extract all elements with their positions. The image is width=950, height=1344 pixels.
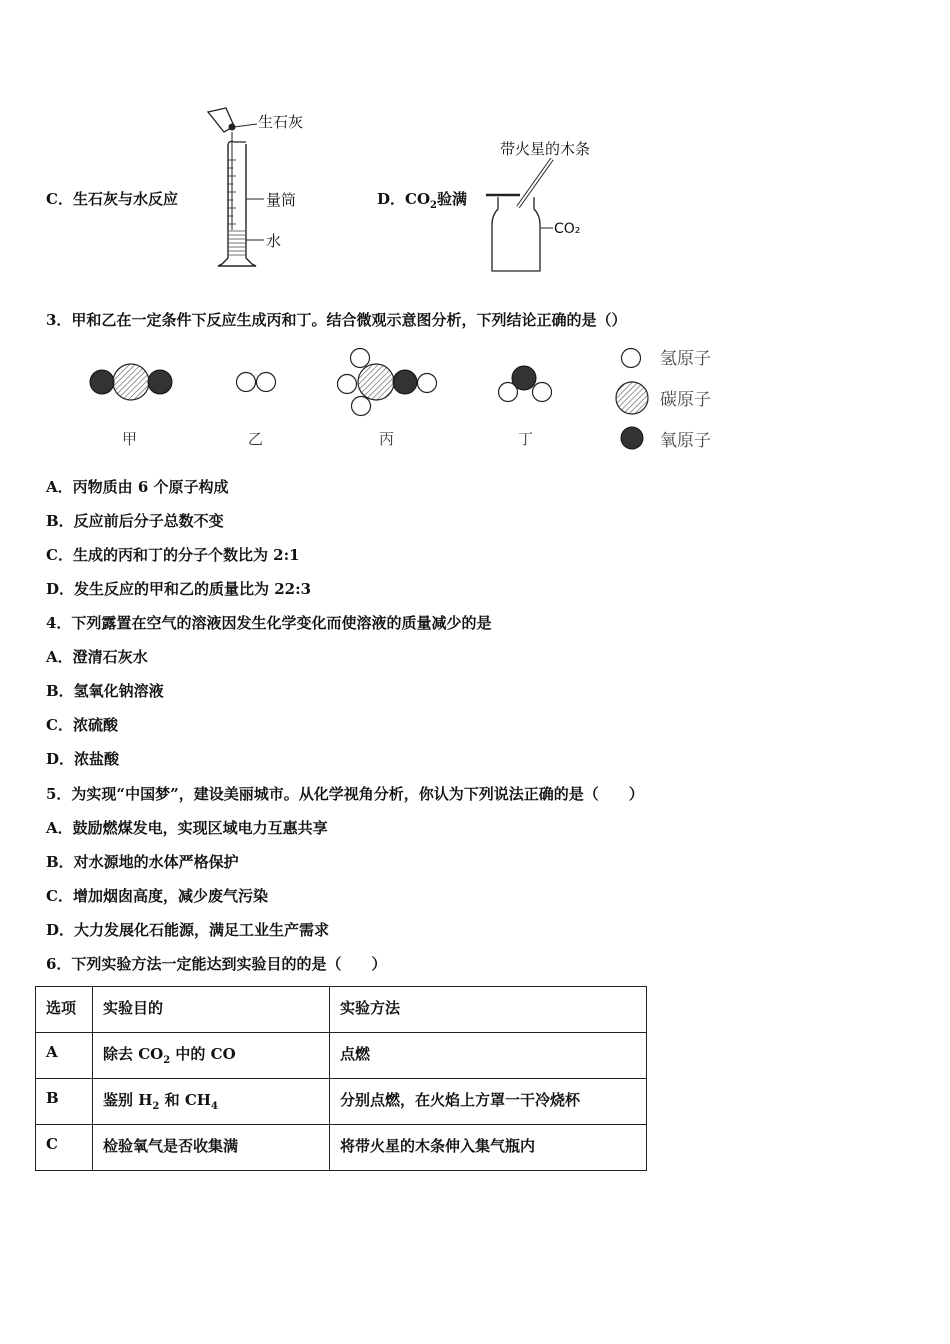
- legend: [616, 349, 711, 452]
- row-c-purpose: 检验氧气是否收集满: [93, 1125, 330, 1171]
- lime-leader: [234, 124, 257, 127]
- molecule-ding: [499, 366, 552, 402]
- q5-option-a: A．鼓励燃煤发电，实现区域电力互惠共享: [46, 819, 328, 837]
- q5-option-c: C．增加烟囱高度，减少废气污染: [46, 887, 268, 905]
- row-b-purpose: 鉴别 $H_2$ 和 $CH_4$: [93, 1079, 330, 1125]
- label-yi: 乙: [248, 430, 264, 448]
- q3-option-a: A．丙物质由 6 个原子构成: [46, 478, 229, 496]
- label-ding: 丁: [518, 430, 534, 448]
- q3-option-c: C．生成的丙和丁的分子个数比为 2:1: [46, 546, 300, 564]
- cylinder-diagram: [200, 100, 320, 275]
- row-b-method: 分别点燃，在火焰上方罩一干冷烧杯: [330, 1079, 647, 1125]
- q4-option-a: A．澄清石灰水: [46, 648, 148, 666]
- row-c-method: 将带火星的木条伸入集气瓶内: [330, 1125, 647, 1171]
- row-a-option: A: [36, 1033, 93, 1079]
- legend-oxygen-icon: [621, 427, 643, 449]
- legend-oxygen: 氧原子: [660, 431, 711, 451]
- q3-stem: 3．甲和乙在一定条件下反应生成丙和丁。结合微观示意图分析，下列结论正确的是（）: [46, 311, 627, 329]
- q4-option-c: C．浓硫酸: [46, 716, 118, 734]
- molecule-jia: [90, 364, 172, 400]
- q3-option-b: B．反应前后分子总数不变: [46, 512, 224, 530]
- q2-option-c-label: C．生石灰与水反应: [46, 190, 178, 208]
- q5-option-d: D．大力发展化石能源，满足工业生产需求: [46, 921, 330, 939]
- header-option: 选项: [36, 987, 93, 1033]
- q4-option-b: B．氢氧化钠溶液: [46, 682, 164, 700]
- label-bing: 丙: [379, 430, 395, 448]
- splint-text: 带火星的木条: [500, 140, 591, 158]
- q5-option-b: B．对水源地的水体严格保护: [46, 853, 239, 871]
- table-row: [36, 1033, 647, 1079]
- q4-stem: 4．下列露置在空气的溶液因发生化学变化而使溶液的质量减少的是: [46, 614, 492, 632]
- reaction-diagram: [80, 340, 740, 460]
- row-a-method: 点燃: [330, 1033, 647, 1079]
- table-header-row: [36, 987, 647, 1033]
- cylinder-spout: [228, 141, 246, 144]
- legend-carbon: 碳原子: [660, 390, 711, 410]
- co2-text: CO₂: [554, 221, 581, 237]
- cylinder-text: 量筒: [266, 191, 297, 209]
- q2-option-d-label: D．$CO_2$验满: [377, 190, 467, 211]
- molecule-yi: [237, 373, 276, 392]
- gas-bottle-diagram: [478, 135, 618, 275]
- molecule-bing: [338, 349, 437, 416]
- legend-hydrogen-icon: [622, 349, 641, 368]
- water-text: 水: [266, 232, 282, 250]
- label-jia: 甲: [122, 430, 138, 448]
- cylinder-base: [218, 258, 256, 266]
- lime-text: 生石灰: [258, 113, 304, 131]
- legend-carbon-icon: [616, 382, 648, 414]
- legend-hydrogen: 氢原子: [660, 349, 711, 369]
- gas-bottle: [492, 197, 540, 271]
- row-a-purpose: 除去 $CO_2$ 中的 CO: [93, 1033, 330, 1079]
- row-c-option: C: [36, 1125, 93, 1171]
- q5-stem: 5．为实现“中国梦”，建设美丽城市。从化学视角分析，你认为下列说法正确的是（ ）: [46, 785, 644, 803]
- q3-option-d: D．发生反应的甲和乙的质量比为 22:3: [46, 580, 312, 598]
- experiment-table: [35, 986, 647, 1171]
- table-row: [36, 1125, 647, 1171]
- q6-stem: 6．下列实验方法一定能达到实验目的的是（ ）: [46, 955, 387, 973]
- table-row: [36, 1079, 647, 1125]
- header-purpose: 实验目的: [93, 987, 330, 1033]
- header-method: 实验方法: [330, 987, 647, 1033]
- row-b-option: B: [36, 1079, 93, 1125]
- q4-option-d: D．浓盐酸: [46, 750, 120, 768]
